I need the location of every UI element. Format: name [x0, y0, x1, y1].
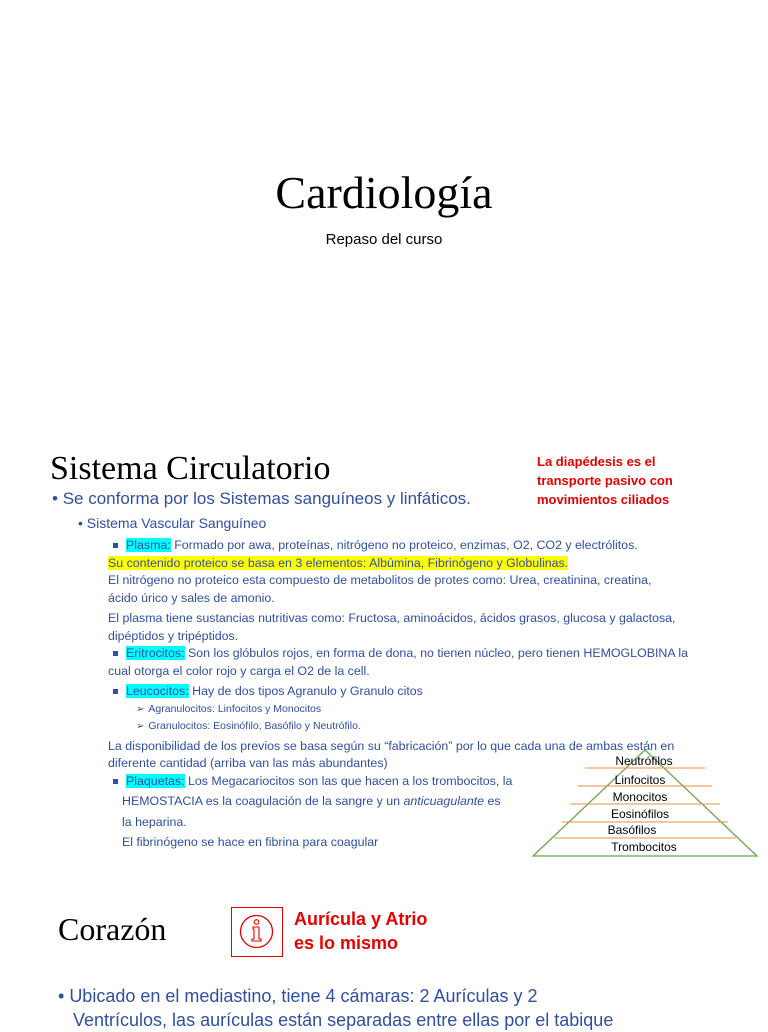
- note-diapedesis: [537, 452, 673, 509]
- leuco-label: Leucocitos:: [126, 684, 189, 698]
- note-line: transporte pasivo con: [537, 473, 673, 488]
- dispo-line: La disponibilidad de los previos se basa según su “fabricación” por lo que cada una de ambas están en: [108, 738, 675, 753]
- plasma-text: Formado por awa, proteínas, nitrógeno no proteico, enzimas, O2, CO2 y electrólitos.: [170, 538, 638, 552]
- bullet-line: Ventrículos, las aurículas están separadas entre ellas por el tabique: [73, 1010, 614, 1030]
- protein-highlight: Su contenido proteico se basa en 3 elementos: Albúmina, Fibrinógeno y Globulinas.: [108, 555, 569, 570]
- plaq-text: Los Megacariocitos son las que hacen a los trombocitos, la: [184, 773, 513, 788]
- agranulo-text: Agranulocitos: Linfocitos y Monocitos: [148, 702, 322, 715]
- plaq-text: es: [484, 794, 501, 808]
- plaq-line: la heparina.: [122, 814, 187, 829]
- eritro-item: [113, 645, 748, 663]
- pyramid-label-trombocitos: Trombocitos: [611, 840, 677, 854]
- callout-auricula: [294, 907, 427, 955]
- pyramid-label-linfocitos: Linfocitos: [614, 773, 666, 787]
- square-bullet-icon: [113, 689, 118, 694]
- dispo-line: diferente cantidad (arriba van las más abundantes): [108, 756, 388, 770]
- bullet-dot: •: [58, 986, 70, 1006]
- pyramid-label-eosinofilos: Eosinófilos: [610, 807, 670, 821]
- bullet-ubicado: [58, 984, 613, 1032]
- note-line: movimientos ciliados: [537, 492, 670, 507]
- bullet-dot: •: [78, 515, 87, 531]
- plasma-label: Plasma:: [126, 538, 171, 552]
- eritro-label: Eritrocitos:: [126, 646, 185, 660]
- note-line: La diapédesis es el: [537, 454, 656, 469]
- info-box: [231, 907, 283, 957]
- slide-subtitle: Repaso del curso: [325, 231, 443, 248]
- plasma-subs-line: El plasma tiene sustancias nutritivas como: Fructosa, aminoácidos, ácidos grasos, glucosa y galactosa,: [108, 611, 676, 625]
- pyramid-label-neutrofilos: Neutrófilos: [615, 754, 673, 768]
- plaq-emphasis: anticuagulante: [403, 794, 485, 808]
- callout-line: Aurícula y Atrio: [294, 909, 428, 929]
- bullet-text: Se conforma por los Sistemas sanguíneos y linfáticos.: [62, 489, 471, 508]
- leuco-text: Hay de dos tipos Agranulo y Granulo citos: [188, 684, 423, 698]
- slide-title-sistema-circulatorio: Sistema Circulatorio: [50, 450, 331, 487]
- bullet-dot: •: [52, 489, 63, 508]
- bullet-text: Ubicado en el mediastino, tiene 4 cámaras: 2 Aurículas y 2: [69, 986, 538, 1006]
- bullet-text: Sistema Vascular Sanguíneo: [86, 515, 267, 531]
- pyramid-label-monocitos: Monocitos: [612, 790, 668, 804]
- nitro-line: El nitrógeno no proteico esta compuesto de metabolitos de protes como: Urea, creatinina, creatina,: [108, 573, 652, 587]
- granulo-text: Granulocitos: Eosinófilo, Basófilo y Neutrófilo.: [148, 720, 361, 732]
- square-bullet-icon: [113, 651, 118, 656]
- eritro-text: Son los glóbulos rojos, en forma de dona, no tienen núcleo, pero tienen HEMOGLOBINA la: [184, 646, 689, 660]
- arrow-bullet-icon: ➢: [136, 721, 145, 732]
- slide-title-corazon: Corazón: [58, 911, 167, 947]
- bullet-vascular: [78, 515, 266, 531]
- nitro-line: ácido úrico y sales de amonio.: [108, 590, 275, 605]
- plaq-text: HEMOSTACIA es la coagulación de la sangre y un: [122, 794, 404, 808]
- pyramid-label-basofilos: Basófilos: [607, 823, 657, 837]
- leukocyte-pyramid: [530, 748, 760, 860]
- fibrin-line: El fibrinógeno se hace en fibrina para coagular: [122, 835, 379, 849]
- square-bullet-icon: [113, 543, 118, 548]
- arrow-bullet-icon: ➢: [136, 703, 145, 715]
- slide-title-cardiologia: Cardiología: [275, 167, 493, 218]
- callout-line: es lo mismo: [294, 933, 399, 953]
- bullet-conforma: [52, 489, 471, 509]
- leuco-item: [113, 683, 748, 701]
- protein-line: [108, 555, 748, 573]
- square-bullet-icon: [113, 779, 118, 784]
- eritro-line: cual otorga el color rojo y carga el O2 de la cell.: [108, 663, 370, 678]
- plasma-item: [113, 537, 748, 555]
- info-icon: [232, 908, 281, 955]
- granulo-item: [136, 718, 748, 736]
- bullet-line: [58, 984, 613, 1008]
- agranulo-item: [136, 701, 748, 719]
- plaq-label: Plaquetas:: [126, 773, 185, 788]
- plasma-subs-line: dipéptidos y tripéptidos.: [108, 628, 239, 643]
